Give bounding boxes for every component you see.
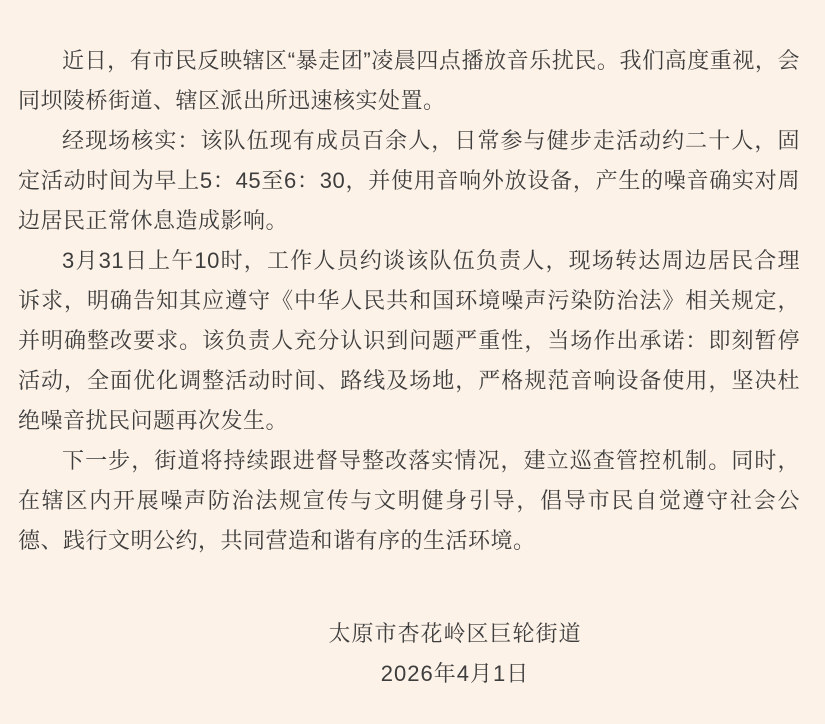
signature-block xyxy=(18,614,800,694)
signature-date: 2026年4月1日 xyxy=(380,661,530,686)
paragraph-onsite-verification: 经现场核实：该队伍现有成员百余人，日常参与健步走活动约二十人，固定活动时间为早上5：45至6：30，并使用音响外放设备，产生的噪音确实对周边居民正常休息造成影响。 xyxy=(18,128,800,233)
paragraph-complaint-intro: 近日，有市民反映辖区“暴走团”凌晨四点播放音乐扰民。我们高度重视，会同坝陵桥街道、辖区派出所迅速核实处置。 xyxy=(18,48,800,113)
signature-organization: 太原市杏花岭区巨轮街道 xyxy=(328,621,582,646)
paragraph-meeting-and-commitment: 3月31日上午10时，工作人员约谈该队伍负责人，现场转达周边居民合理诉求，明确告知其应遵守《中华人民共和国环境噪声污染防治法》相关规定，并明确整改要求。该负责人充分认识到问题严重性，当场作出承诺：即刻暂停活动，全面优化调整活动时间、路线及场地，严格规范音响设备使用，坚决杜绝噪音扰民问题再次发生。 xyxy=(18,248,800,433)
notice-body xyxy=(18,41,800,561)
paragraph-next-steps: 下一步，街道将持续跟进督导整改落实情况，建立巡查管控机制。同时，在辖区内开展噪声防治法规宣传与文明健身引导，倡导市民自觉遵守社会公德、践行文明公约，共同营造和谐有序的生活环境。 xyxy=(18,448,800,553)
